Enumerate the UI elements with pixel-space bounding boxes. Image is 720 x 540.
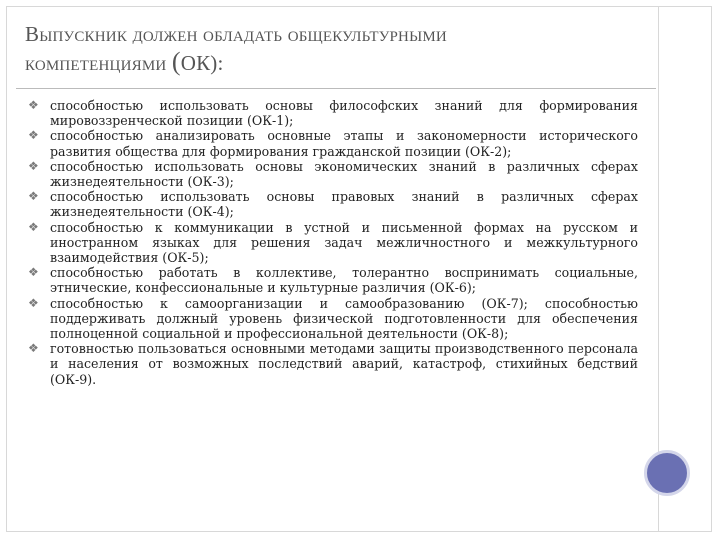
list-item: ❖ способностью работать в коллективе, толерантно воспринимать социальные, этнические, конфессиональные и культурные различия (ОК-6); (28, 265, 638, 296)
title-divider (16, 88, 656, 89)
diamond-bullet-icon: ❖ (28, 219, 39, 234)
diamond-bullet-icon: ❖ (28, 98, 39, 112)
list-item: ❖ способностью к самоорганизации и самообразованию (ОК-7); способностью поддерживать должный уровень физической подготовленности для обеспечения полноценной социальной и профессиональной деятельности (ОК-8); (28, 295, 638, 342)
diamond-bullet-icon: ❖ (28, 295, 39, 310)
title-paren-open: ( (171, 47, 181, 76)
title-paren-close: ): (210, 51, 224, 75)
list-item: ❖ способностью использовать основы философских знаний для формирования мировоззренческой позиции (ОК-1); (28, 98, 638, 129)
slide-title (25, 20, 665, 77)
list-item: ❖ готовностью пользоваться основными методами защиты производственного персонала и населения от возможных последствий аварий, катастроф, стихийных бедствий (ОК-9). (28, 341, 638, 387)
title-line-2: компетенциями (25, 51, 167, 75)
diamond-bullet-icon: ❖ (28, 265, 39, 280)
list-item: ❖ способностью к коммуникации в устной и письменной формах на русском и иностранном языках для решения задач межличностного и межкультурного взаимодействия (ОК-5); (28, 219, 638, 266)
diamond-bullet-icon: ❖ (28, 341, 39, 356)
diamond-bullet-icon: ❖ (28, 158, 39, 173)
diamond-bullet-icon: ❖ (28, 189, 39, 204)
list-item: ❖ способностью использовать основы правовых знаний в различных сферах жизнедеятельности (ОК-4); (28, 189, 638, 220)
list-item: ❖ способностью анализировать основные этапы и закономерности исторического развития общества для формирования гражданской позиции (ОК-2); (28, 128, 638, 159)
title-code: ОК (180, 51, 211, 75)
competency-list (28, 98, 638, 387)
list-item: ❖ способностью использовать основы экономических знаний в различных сферах жизнедеятельности (ОК-3); (28, 158, 638, 190)
diamond-bullet-icon: ❖ (28, 128, 39, 143)
decorative-circle (644, 450, 690, 496)
title-line-1: Выпускник должен обладать общекультурными (25, 22, 447, 46)
